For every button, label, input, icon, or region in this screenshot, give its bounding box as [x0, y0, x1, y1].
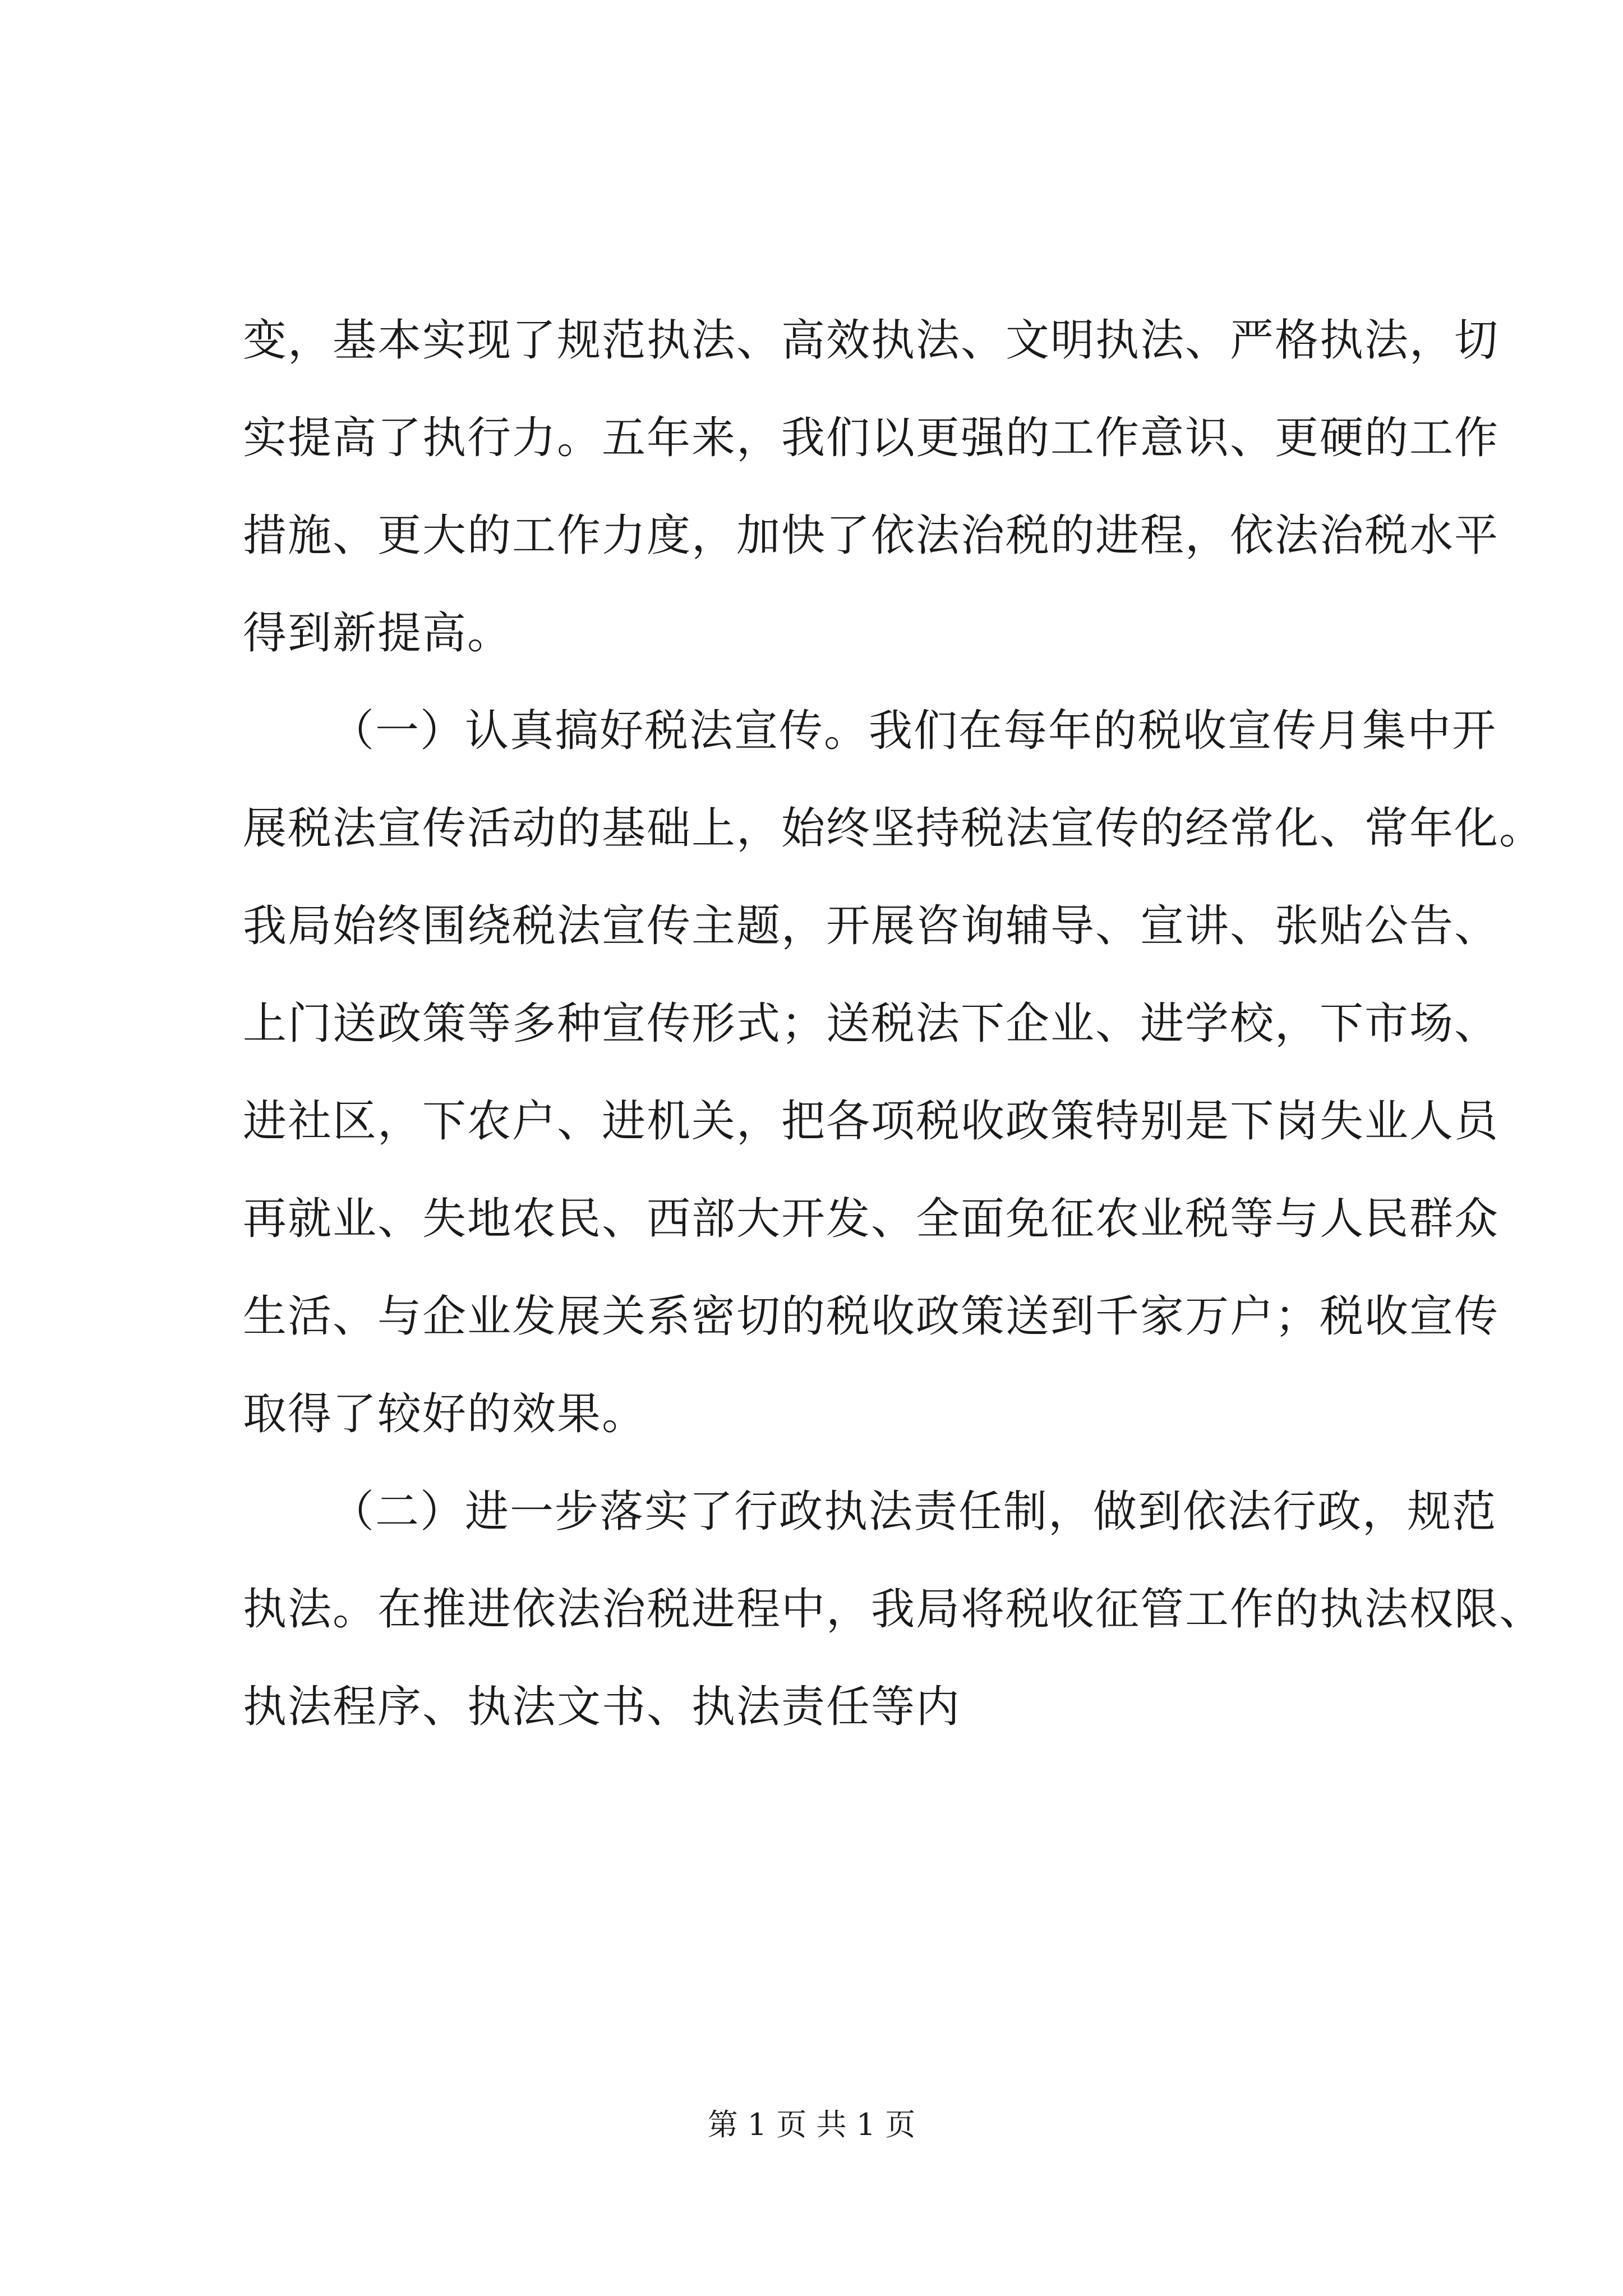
text-line: 措施、更大的工作力度，加快了依法治税的进程，依法治税水平	[243, 510, 1500, 561]
text-line: 展税法宣传活动的基础上，始终坚持税法宣传的经常化、常年化。	[243, 803, 1544, 854]
text-line: 实提高了执行力。五年来，我们以更强的工作意识、更硬的工作	[243, 413, 1500, 463]
paragraph-2	[243, 682, 1544, 1463]
text-line: 再就业、失地农民、西部大开发、全面免征农业税等与人民群众	[243, 1194, 1500, 1244]
text-line: 执法。在推进依法治税进程中，我局将税收征管工作的执法权限、	[243, 1584, 1544, 1635]
text-line: 进社区，下农户、进机关，把各项税收政策特别是下岗失业人员	[243, 1096, 1500, 1147]
document-body	[243, 292, 1544, 1756]
page-number-footer: 第 1 页 共 1 页	[707, 2107, 916, 2142]
text-line: 执法程序、执法文书、执法责任等内	[243, 1682, 961, 1732]
paragraph-3	[243, 1463, 1544, 1756]
text-line: 我局始终围绕税法宣传主题，开展咨询辅导、宣讲、张贴公告、	[243, 901, 1500, 951]
text-line: 生活、与企业发展关系密切的税收政策送到千家万户；税收宣传	[243, 1291, 1500, 1342]
paragraph-1	[243, 292, 1500, 682]
text-line: 变，基本实现了规范执法、高效执法、文明执法、严格执法，切	[243, 315, 1500, 366]
text-line: （一）认真搞好税法宣传。我们在每年的税收宣传月集中开	[330, 706, 1497, 756]
text-line: （二）进一步落实了行政执法责任制，做到依法行政，规范	[330, 1487, 1497, 1537]
text-line: 得到新提高。	[243, 608, 513, 659]
text-line: 取得了较好的效果。	[243, 1389, 647, 1439]
text-line: 上门送政策等多种宣传形式；送税法下企业、进学校，下市场、	[243, 999, 1500, 1049]
